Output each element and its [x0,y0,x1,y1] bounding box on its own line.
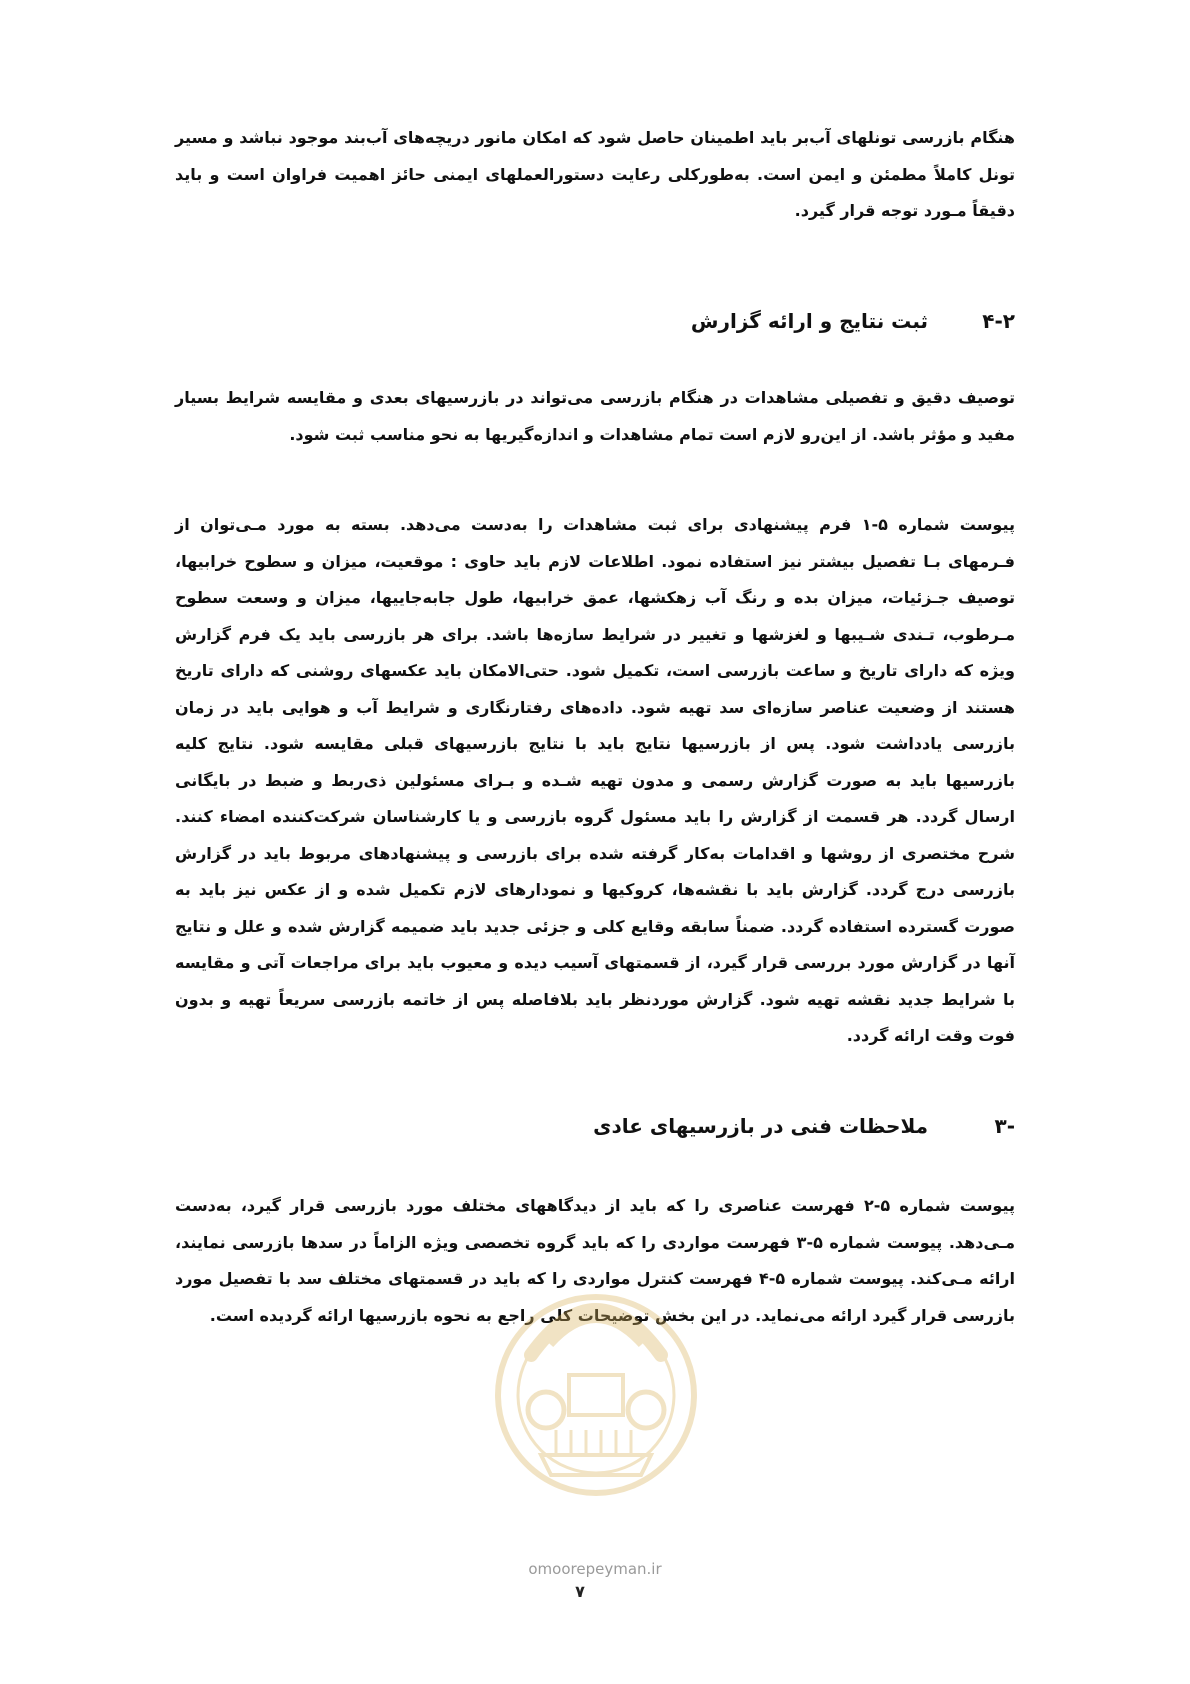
section-title: ملاحظات فنی در بازرسیهای عادی [593,1114,929,1138]
section-4-2-paragraph-2 [175,507,1015,1055]
intro-text: هنگام بازرسی تونلهای آب‌بر باید اطمینان حاصل شود که امکان مانور دریچه‌های آب‌بند موجود نباشد و مسیر تونل کاملاً مطمئن و ایمن است. به‌طورکلی رعایت دستورالعملهای ایمنی حائز اهمیت فراوان است و باید دقیقاً مـورد توجه قرار گیرد. [175,128,1015,220]
section-heading-4-2 [175,306,1015,336]
section-4-2-paragraph-1 [175,380,1015,453]
paragraph-text: توصیف دقیق و تفصیلی مشاهدات در هنگام بازرسی می‌تواند در بازرسیهای بعدی و مقایسه شرایط بسیار مفید و مؤثر باشد. از این‌رو لازم است تمام مشاهدات و اندازه‌گیریها به نحو مناسب ثبت شود. [175,388,1015,444]
section-3-paragraph [175,1188,1015,1334]
intro-paragraph [175,120,1015,230]
section-number: ۴-۲ [982,309,1015,333]
watermark-url: omoorepeyman.ir [528,1560,662,1578]
paragraph-text: پیوست شماره ۵-۲ فهرست عناصری را که باید از دیدگاههای مختلف مورد بازرسی قرار گیرد، به‌دست مـی‌دهد. پیوست شماره ۵-۳ فهرست مواردی را که باید گروه تخصصی ویژه الزاماً در سدها بازرسی نمایند، ارائه مـی‌کند. پیوست شماره ۵-۴ فهرست کنترل مواردی را که باید در قسمتهای مختلف سد با تفصیل مورد بازرسی قرار گیرد ارائه می‌نماید. در این بخش توضیحات کلی راجع به نحوه بازرسیها ارائه گردیده است. [175,1196,1016,1325]
section-title: ثبت نتایج و ارائه گزارش [690,309,929,333]
section-number: -۳ [994,1114,1015,1138]
page-number: ۷ [575,1582,585,1601]
section-heading-3 [175,1111,1015,1141]
paragraph-text: پیوست شماره ۵-۱ فرم پیشنهادی برای ثبت مشاهدات را به‌دست می‌دهد. بسته به مورد مـی‌توان از فـرمهای بـا تفصیل بیشتر نیز استفاده نمود. اطلاعات لازم باید حاوی : موقعیت، میزان و سطوح خرابیها، توصیف جـزئیات، میزان بده و رنگ آب زهکشها، عمق خرابیها، طول جابه‌جاییها، میزان و وسعت سطوح مـرطوب، تـندی شـیبها و لغزشها و تغییر در شرایط سازه‌ها باشد. برای هر بازرسی باید یک فرم گزارش ویژه که دارای تاریخ و ساعت بازرسی است، تکمیل شود. حتی‌الامکان باید عکسهای روشنی که دارای تاریخ هستند از وضعیت عناصر سازه‌ای سد تهیه شود. داده‌های رفتارنگاری و شرایط آب و هوایی باید در زمان بازرسی یادداشت شود. پس از بازرسیها نتایج باید با نتایج بازرسیهای قبلی مقایسه شود. نتایج کلیه بازرسیها باید به صورت گزارش رسمی و مدون تهیه شـده و بـرای مسئولین ذی‌ربط و ضبط در بایگانی ارسال گردد. هر قسمت از گزارش را باید مسئول گروه بازرسی و یا کارشناسان شرکت‌کننده امضاء کنند. شرح مختصری از روشها و اقدامات به‌کار گرفته شده برای بازرسی و پیشنهادهای مربوط باید در گزارش بازرسی درج گردد. گزارش باید با نقشه‌ها، کروکیها و نمودارهای لازم تکمیل شده و از عکس نیز باید به صورت گسترده استفاده گردد. ضمناً سابقه وقایع کلی و جزئی جدید باید ضمیمه گزارش شده و علل و نتایج آنها در گزارش مورد بررسی قرار گیرد، از قسمتهای آسیب دیده و معیوب باید برای مراجعات آتی و مقایسه با شرایط جدید نقشه تهیه شود. گزارش موردنظر باید بلافاصله پس از خاتمه بازرسی سریعاً تهیه و بدون فوت وقت ارائه گردد. [175,515,1015,1045]
